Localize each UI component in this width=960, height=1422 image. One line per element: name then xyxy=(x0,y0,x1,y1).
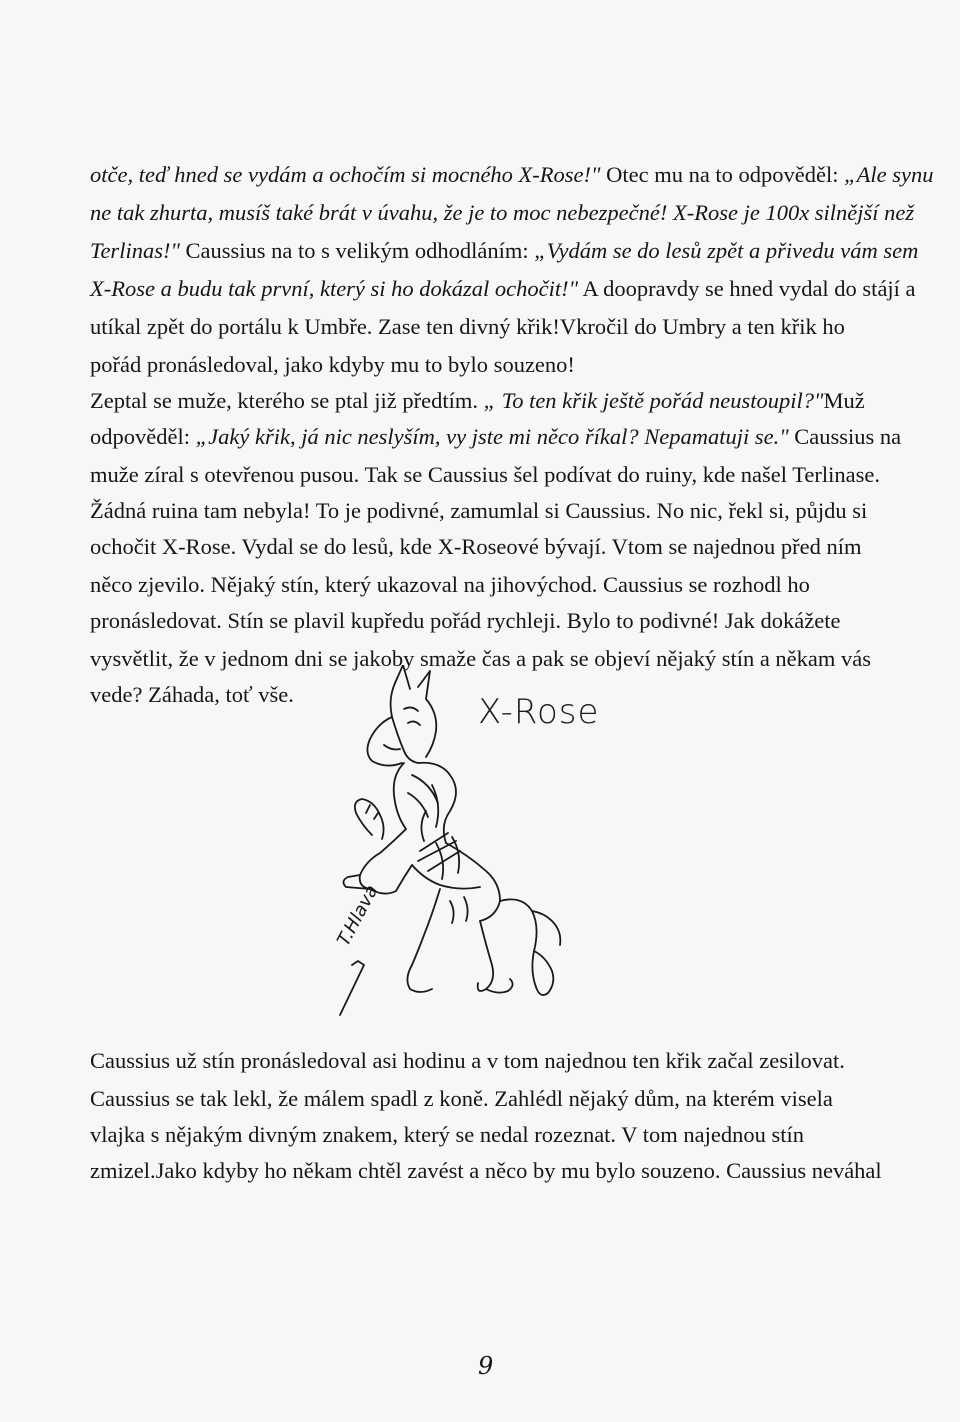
text-line xyxy=(90,1120,804,1150)
text-run: pronásledovat. Stín se plavil kupředu pořád rychleji. Bylo to podivné! Jak dokážete xyxy=(90,608,841,633)
text-run: něco zjevilo. Nějaký stín, který ukazoval na jihovýchod. Caussius se rozhodl ho xyxy=(90,572,810,597)
text-run: Caussius se tak lekl, že málem spadl z koně. Zahlédl nějaký dům, na kterém visela xyxy=(90,1086,833,1111)
page-number: 9 xyxy=(478,1352,494,1380)
text-run: Zeptal se muže, kterého se ptal již předtím. xyxy=(90,388,484,413)
text-run: ochočit X-Rose. Vydal se do lesů, kde X-Roseové bývají. Vtom se najednou před ním xyxy=(90,534,862,559)
text-line xyxy=(90,160,934,190)
text-run: pořád pronásledoval, jako kdyby mu to bylo souzeno! xyxy=(90,352,575,377)
italic-text-run: „ To ten křik ještě pořád neustoupil?" xyxy=(483,388,824,413)
text-run: odpověděl: xyxy=(90,424,196,449)
illustration-caption: X-Rose xyxy=(478,692,600,732)
text-run: Caussius na xyxy=(788,424,902,449)
text-line xyxy=(90,236,918,266)
text-run: A doopravdy se hned vydal do stájí a xyxy=(578,276,916,301)
text-run: muže zíral s otevřenou pusou. Tak se Caussius šel podívat do ruiny, kde našel Terlinase. xyxy=(90,462,881,487)
text-line xyxy=(90,1156,882,1186)
text-line xyxy=(90,312,845,342)
text-line xyxy=(90,1084,833,1114)
text-line xyxy=(90,570,810,600)
text-run: Caussius na to s velikým odhodláním: xyxy=(179,238,535,263)
text-line xyxy=(90,422,901,452)
text-line xyxy=(90,386,865,416)
italic-text-run: „Vydám se do lesů zpět a přivedu vám sem xyxy=(534,238,919,263)
italic-text-run: Terlinas!" xyxy=(90,238,180,263)
text-line xyxy=(90,1046,845,1076)
text-run: Žádná ruina tam nebyla! To je podivné, zamumlal si Caussius. No nic, řekl si, půjdu si xyxy=(90,498,868,523)
italic-text-run: „Ale synu xyxy=(844,162,934,187)
text-line xyxy=(90,198,914,228)
text-line xyxy=(90,532,862,562)
text-line xyxy=(90,274,916,304)
text-run: Caussius už stín pronásledoval asi hodinu a v tom najednou ten křik začal zesilovat. xyxy=(90,1048,845,1073)
text-line xyxy=(90,496,867,526)
text-run: Otec mu na to odpověděl: xyxy=(600,162,845,187)
text-run: utíkal zpět do portálu k Umbře. Zase ten divný křik!Vkročil do Umbry a ten křik ho xyxy=(90,314,845,339)
text-line xyxy=(90,350,575,380)
text-run: vysvětlit, že v jednom dni se jakoby smaže čas a pak se objeví nějaký stín a někam vás xyxy=(90,646,872,671)
text-line xyxy=(90,460,880,490)
italic-text-run: otče, teď hned se vydám a ochočím si mocného X-Rose!" xyxy=(90,162,601,187)
text-run: Muž xyxy=(823,388,865,413)
italic-text-run: X-Rose a budu tak první, který si ho dokázal ochočit!" xyxy=(90,276,579,301)
text-run: zmizel.Jako kdyby ho někam chtěl zavést a něco by mu bylo souzeno. Caussius neváhal xyxy=(90,1158,882,1183)
text-line xyxy=(90,680,294,710)
italic-text-run: „Jaký křik, já nic neslyším, vy jste mi něco říkal? Nepamatuji se." xyxy=(195,424,789,449)
text-run: vede? Záhada, toť vše. xyxy=(90,682,294,707)
text-line xyxy=(90,606,840,636)
italic-text-run: ne tak zhurta, musíš také brát v úvahu, že je to moc nebezpečné! X-Rose je 100x silnější než xyxy=(90,200,915,225)
text-run: vlajka s nějakým divným znakem, který se nedal rozeznat. V tom najednou stín xyxy=(90,1122,804,1147)
artist-signature: T.Hlava xyxy=(333,881,383,950)
